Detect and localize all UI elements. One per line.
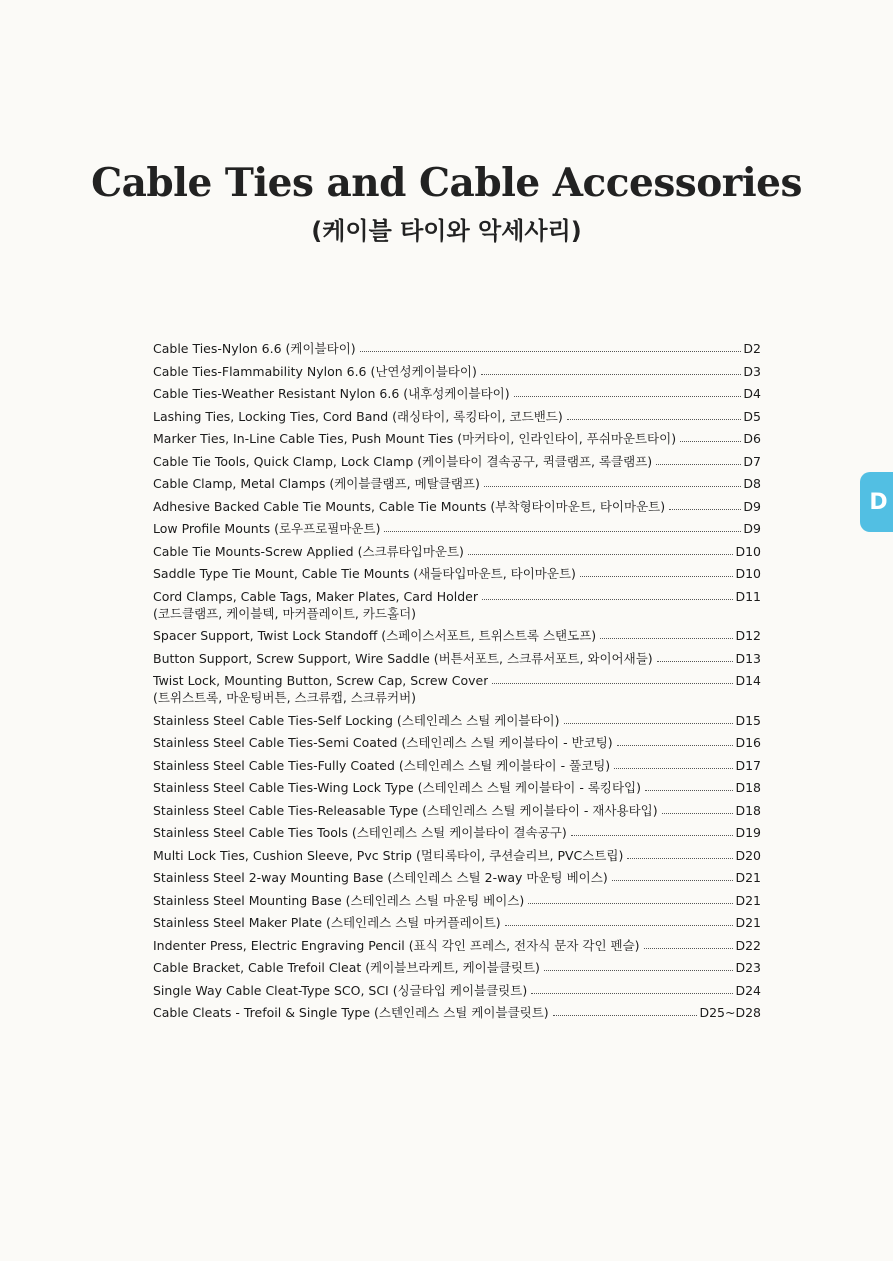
dot-leader bbox=[360, 351, 742, 352]
toc-entry-page: D5 bbox=[743, 408, 761, 424]
toc-entry[interactable] bbox=[153, 430, 761, 447]
toc-entry[interactable] bbox=[153, 672, 761, 706]
toc-entry-title: Cable Ties-Weather Resistant Nylon 6.6 (내후성케이블타이) bbox=[153, 386, 510, 401]
toc-entry-title: Adhesive Backed Cable Tie Mounts, Cable Tie Mounts (부착형타이마운트, 타이마운트) bbox=[153, 498, 666, 514]
dot-leader bbox=[644, 948, 734, 949]
dot-leader bbox=[567, 419, 742, 420]
dot-leader bbox=[580, 576, 734, 577]
dot-leader bbox=[617, 745, 734, 746]
toc-entry[interactable] bbox=[153, 498, 761, 515]
toc-entry[interactable] bbox=[153, 937, 761, 954]
toc-entry-title: Saddle Type Tie Mount, Cable Tie Mounts (새들타입마운트, 타이마운트) bbox=[153, 566, 576, 581]
toc-entry-page: D12 bbox=[735, 628, 761, 643]
toc-entry-title: Stainless Steel Cable Ties-Releasable Type (스테인레스 스틸 케이블타이 - 재사용타입) bbox=[153, 802, 658, 818]
toc-entry[interactable] bbox=[153, 650, 761, 667]
toc-entry-subtitle: (코드클램프, 케이블텍, 마커플레이트, 카드홀더) bbox=[153, 605, 417, 621]
toc-entry[interactable] bbox=[153, 824, 761, 841]
toc-entry-title: Cable Tie Mounts-Screw Applied (스크류타입마운트) bbox=[153, 543, 464, 559]
toc-entry-title: Stainless Steel Cable Ties-Self Locking (스테인레스 스틸 케이블타이) bbox=[153, 712, 560, 728]
dot-leader bbox=[614, 768, 733, 769]
dot-leader bbox=[544, 970, 734, 971]
dot-leader bbox=[669, 509, 741, 510]
dot-leader bbox=[514, 396, 742, 397]
toc-entry-title: Spacer Support, Twist Lock Standoff (스페이스서포트, 트위스트록 스탠도프) bbox=[153, 628, 597, 643]
toc-entry-page: D16 bbox=[735, 735, 761, 750]
toc-entry[interactable] bbox=[153, 802, 761, 819]
toc-entry-title: Cable Clamp, Metal Clamps (케이블클램프, 메탈클램프) bbox=[153, 476, 480, 491]
toc-entry-page: D9 bbox=[743, 521, 761, 536]
toc-entry[interactable] bbox=[153, 757, 761, 774]
toc-entry-page: D9 bbox=[743, 498, 761, 514]
table-of-contents bbox=[153, 340, 761, 1027]
toc-entry[interactable] bbox=[153, 627, 761, 644]
toc-entry-title: Multi Lock Ties, Cushion Sleeve, Pvc Strip (멀티록타이, 쿠션슬리브, PVC스트립) bbox=[153, 847, 624, 863]
toc-entry[interactable] bbox=[153, 1004, 761, 1021]
toc-entry-page: D21 bbox=[735, 915, 761, 930]
toc-entry-page: D22 bbox=[735, 937, 761, 953]
section-tab[interactable] bbox=[860, 472, 893, 532]
dot-leader bbox=[482, 599, 733, 600]
section-tab-label: D bbox=[869, 489, 888, 515]
toc-entry-page: D11 bbox=[735, 588, 761, 604]
toc-entry-title: Stainless Steel 2-way Mounting Base (스테인레스 스틸 2-way 마운팅 베이스) bbox=[153, 870, 608, 885]
toc-entry-subtitle: (트위스트록, 마운팅버튼, 스크류캡, 스크류커버) bbox=[153, 690, 417, 705]
toc-entry[interactable] bbox=[153, 475, 761, 492]
dot-leader bbox=[657, 661, 734, 662]
toc-entry[interactable] bbox=[153, 565, 761, 582]
toc-entry-page: D25~D28 bbox=[699, 1005, 761, 1020]
toc-entry-page: D14 bbox=[735, 673, 761, 688]
toc-entry-page: D24 bbox=[735, 982, 761, 998]
dot-leader bbox=[627, 858, 733, 859]
toc-entry[interactable] bbox=[153, 982, 761, 999]
toc-entry[interactable] bbox=[153, 363, 761, 380]
toc-entry-page: D20 bbox=[735, 847, 761, 863]
toc-entry-page: D15 bbox=[735, 712, 761, 728]
dot-leader bbox=[645, 790, 733, 791]
toc-entry-title: Cable Cleats - Trefoil & Single Type (스텐인레스 스틸 케이블클릿트) bbox=[153, 1005, 549, 1020]
toc-entry[interactable] bbox=[153, 734, 761, 751]
toc-entry-title: Stainless Steel Cable Ties-Wing Lock Type (스테인레스 스틸 케이블타이 - 록킹타입) bbox=[153, 780, 642, 795]
toc-entry-page: D19 bbox=[735, 825, 761, 840]
toc-entry-page: D4 bbox=[743, 386, 761, 401]
toc-entry[interactable] bbox=[153, 779, 761, 796]
dot-leader bbox=[612, 880, 734, 881]
toc-entry-page: D10 bbox=[735, 543, 761, 559]
dot-leader bbox=[384, 531, 741, 532]
toc-entry-title: Cord Clamps, Cable Tags, Maker Plates, Card Holder bbox=[153, 588, 478, 604]
dot-leader bbox=[484, 486, 742, 487]
dot-leader bbox=[528, 903, 733, 904]
toc-entry-page: D18 bbox=[735, 802, 761, 818]
page-subtitle: (케이블 타이와 악세사리) bbox=[311, 217, 582, 245]
toc-entry-title: Twist Lock, Mounting Button, Screw Cap, Screw Cover bbox=[153, 673, 489, 688]
toc-entry-title: Low Profile Mounts (로우프로필마운트) bbox=[153, 521, 381, 536]
toc-entry[interactable] bbox=[153, 712, 761, 729]
dot-leader bbox=[553, 1015, 698, 1016]
toc-entry[interactable] bbox=[153, 543, 761, 560]
toc-entry-page: D10 bbox=[735, 566, 761, 581]
dot-leader bbox=[600, 638, 733, 639]
toc-entry-page: D18 bbox=[735, 780, 761, 795]
dot-leader bbox=[564, 723, 734, 724]
dot-leader bbox=[492, 683, 733, 684]
toc-entry-title: Stainless Steel Cable Ties-Semi Coated (스테인레스 스틸 케이블타이 - 반코팅) bbox=[153, 735, 613, 750]
toc-entry[interactable] bbox=[153, 520, 761, 537]
toc-entry-title: Cable Tie Tools, Quick Clamp, Lock Clamp (케이블타이 결속공구, 퀵클램프, 록클램프) bbox=[153, 453, 653, 469]
page-title: Cable Ties and Cable Accessories bbox=[91, 160, 802, 206]
toc-entry[interactable] bbox=[153, 847, 761, 864]
dot-leader bbox=[505, 925, 734, 926]
toc-entry-title: Cable Ties-Nylon 6.6 (케이블타이) bbox=[153, 341, 356, 356]
toc-entry[interactable] bbox=[153, 588, 761, 622]
toc-entry-title: Stainless Steel Maker Plate (스테인레스 스틸 마커플레이트) bbox=[153, 915, 501, 930]
toc-entry-page: D21 bbox=[735, 892, 761, 908]
toc-entry[interactable] bbox=[153, 914, 761, 931]
dot-leader bbox=[680, 441, 741, 442]
toc-entry-title: Marker Ties, In-Line Cable Ties, Push Mount Ties (마커타이, 인라인타이, 푸쉬마운트타이) bbox=[153, 431, 677, 446]
toc-entry[interactable] bbox=[153, 869, 761, 886]
toc-entry-title: Cable Ties-Flammability Nylon 6.6 (난연성케이블타이) bbox=[153, 363, 477, 379]
toc-entry-page: D2 bbox=[743, 341, 761, 356]
toc-entry-title: Single Way Cable Cleat-Type SCO, SCI (싱글타입 케이블클릿트) bbox=[153, 982, 528, 998]
toc-entry[interactable] bbox=[153, 340, 761, 357]
toc-entry-page: D3 bbox=[743, 363, 761, 379]
toc-entry[interactable] bbox=[153, 385, 761, 402]
toc-entry-page: D6 bbox=[743, 431, 761, 446]
dot-leader bbox=[481, 374, 742, 375]
toc-entry-page: D17 bbox=[735, 757, 761, 773]
toc-entry-page: D23 bbox=[735, 960, 761, 975]
toc-entry[interactable] bbox=[153, 959, 761, 976]
toc-entry-title: Stainless Steel Cable Ties Tools (스테인레스 스틸 케이블타이 결속공구) bbox=[153, 825, 567, 840]
dot-leader bbox=[531, 993, 733, 994]
toc-entry[interactable] bbox=[153, 408, 761, 425]
toc-entry-title: Button Support, Screw Support, Wire Saddle (버튼서포트, 스크류서포트, 와이어새들) bbox=[153, 650, 653, 666]
toc-entry-title: Lashing Ties, Locking Ties, Cord Band (래싱타이, 록킹타이, 코드밴드) bbox=[153, 408, 563, 424]
toc-entry-page: D21 bbox=[735, 870, 761, 885]
toc-entry-page: D13 bbox=[735, 650, 761, 666]
dot-leader bbox=[571, 835, 734, 836]
toc-entry[interactable] bbox=[153, 892, 761, 909]
toc-entry-page: D8 bbox=[743, 476, 761, 491]
toc-entry-title: Indenter Press, Electric Engraving Pencil (표식 각인 프레스, 전자식 문자 각인 펜슬) bbox=[153, 937, 640, 953]
dot-leader bbox=[662, 813, 734, 814]
dot-leader bbox=[656, 464, 741, 465]
dot-leader bbox=[468, 554, 734, 555]
toc-entry-title: Cable Bracket, Cable Trefoil Cleat (케이블브라케트, 케이블클릿트) bbox=[153, 960, 540, 975]
toc-entry[interactable] bbox=[153, 453, 761, 470]
toc-entry-page: D7 bbox=[743, 453, 761, 469]
toc-entry-title: Stainless Steel Cable Ties-Fully Coated (스테인레스 스틸 케이블타이 - 풀코팅) bbox=[153, 757, 611, 773]
toc-entry-title: Stainless Steel Mounting Base (스테인레스 스틸 마운팅 베이스) bbox=[153, 892, 525, 908]
